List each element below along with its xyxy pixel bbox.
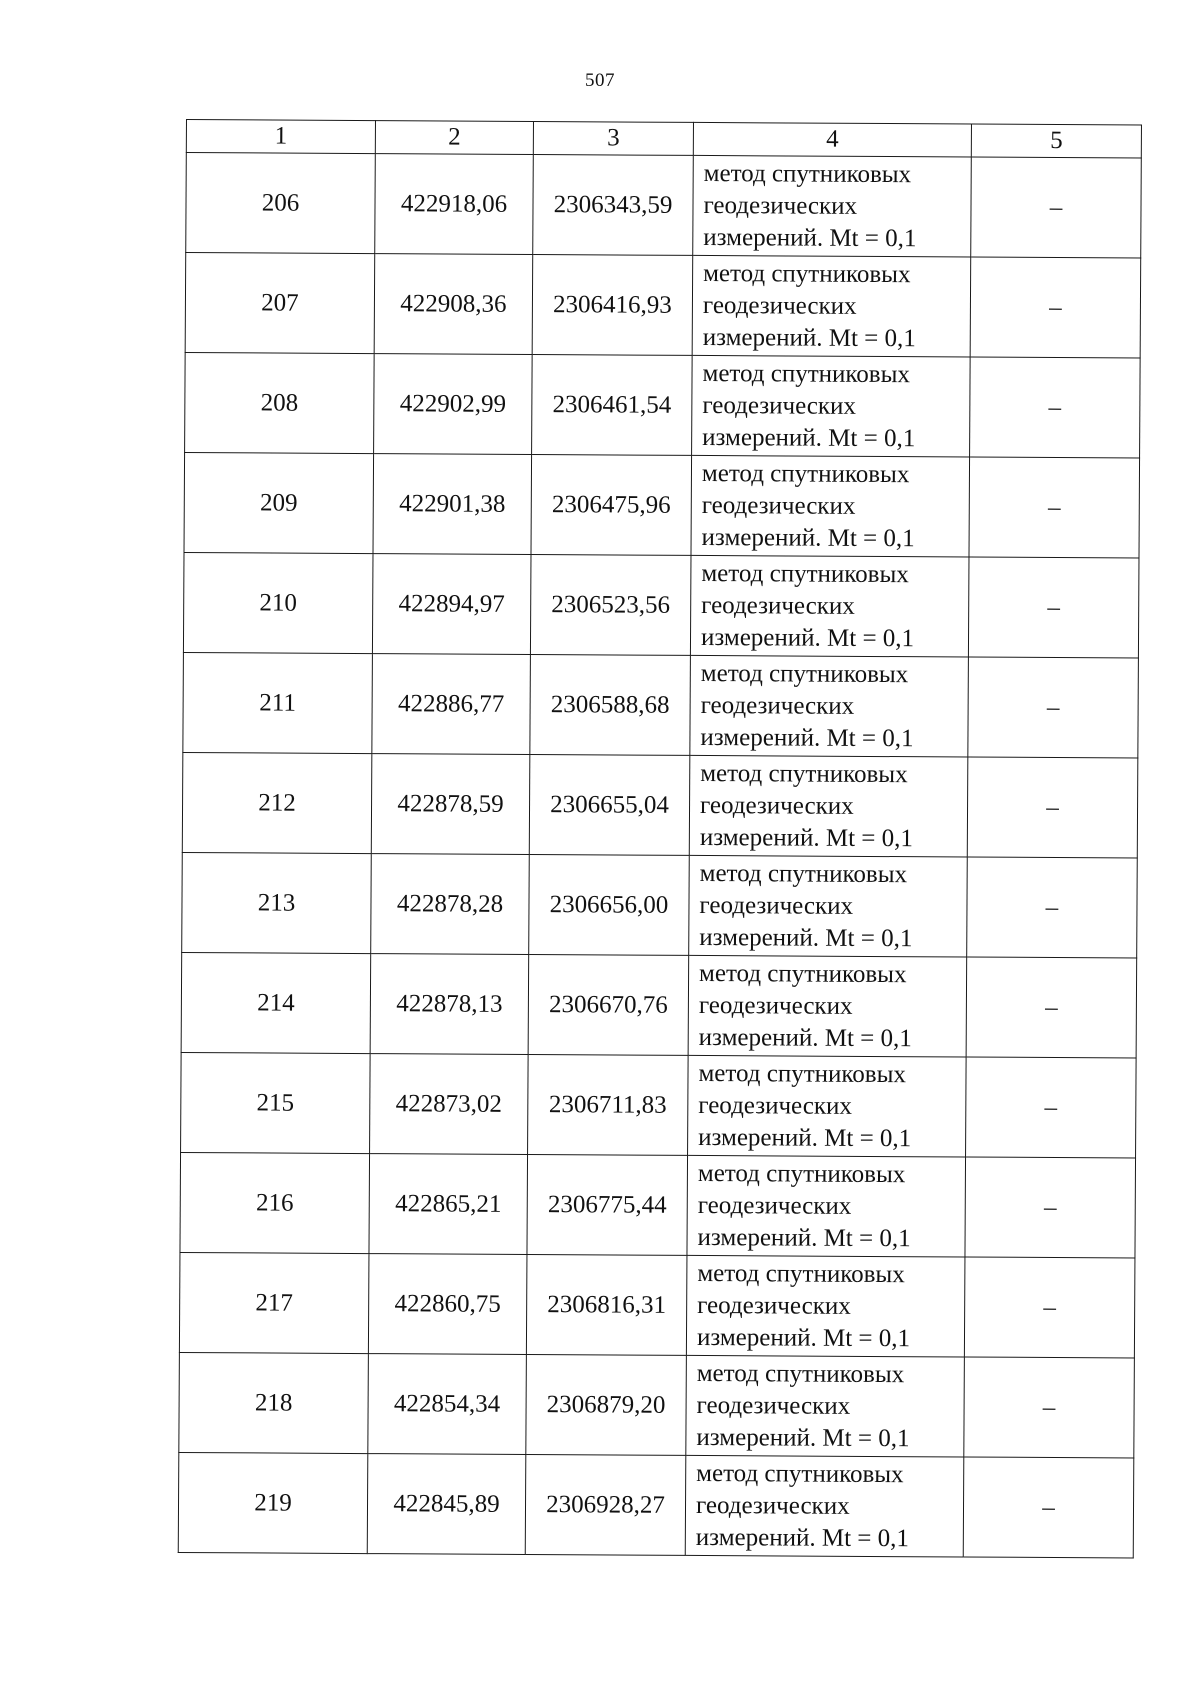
note-cell: – xyxy=(970,357,1141,458)
point-number-cell: 212 xyxy=(182,752,372,853)
header-col-5: 5 xyxy=(971,124,1141,158)
table-header xyxy=(186,120,1141,158)
method-line: измерений. Mt = 0,1 xyxy=(700,723,914,752)
method-line: метод спутниковых xyxy=(702,359,911,388)
header-col-3: 3 xyxy=(533,122,693,156)
method-line: метод спутниковых xyxy=(700,759,908,788)
coordinates-table xyxy=(178,119,1142,1558)
method-line: метод спутниковых xyxy=(696,1359,905,1388)
page-number: 507 xyxy=(585,70,615,91)
x-coordinate-cell: 422918,06 xyxy=(375,154,534,255)
header-col-2: 2 xyxy=(375,121,533,155)
note-cell: – xyxy=(970,257,1141,358)
method-line: геодезических xyxy=(699,891,854,920)
point-number-cell: 215 xyxy=(181,1052,371,1153)
x-coordinate-cell: 422894,97 xyxy=(372,554,531,655)
point-number-cell: 207 xyxy=(185,253,375,354)
method-line: метод спутниковых xyxy=(700,659,909,688)
table-body xyxy=(178,153,1141,1558)
note-cell: – xyxy=(964,1257,1135,1358)
table-row xyxy=(181,1052,1137,1157)
table-row xyxy=(182,752,1138,857)
method-cell xyxy=(689,855,968,957)
note-cell: – xyxy=(969,457,1140,558)
x-coordinate-cell: 422878,28 xyxy=(371,854,530,955)
method-line: измерений. Mt = 0,1 xyxy=(701,523,915,552)
y-coordinate-cell: 2306775,44 xyxy=(527,1154,688,1255)
method-line: геодезических xyxy=(703,191,858,220)
y-coordinate-cell: 2306461,54 xyxy=(532,354,693,455)
note-cell: – xyxy=(964,1357,1135,1458)
table-row xyxy=(179,1252,1135,1357)
method-line: геодезических xyxy=(701,591,855,620)
method-line: измерений. Mt = 0,1 xyxy=(703,223,917,252)
point-number-cell: 206 xyxy=(186,153,376,254)
table-row xyxy=(178,1452,1134,1557)
method-line: метод спутниковых xyxy=(703,259,911,288)
note-cell: – xyxy=(966,1057,1137,1158)
y-coordinate-cell: 2306656,00 xyxy=(529,854,690,955)
method-line: измерений. Mt = 0,1 xyxy=(698,1023,912,1052)
table-row xyxy=(184,452,1140,557)
table-row xyxy=(181,952,1137,1057)
method-line: геодезических xyxy=(695,1491,850,1520)
note-cell: – xyxy=(971,157,1142,258)
header-row xyxy=(186,120,1141,158)
point-number-cell: 214 xyxy=(181,952,371,1053)
note-cell: – xyxy=(968,557,1139,658)
x-coordinate-cell: 422886,77 xyxy=(372,654,531,755)
point-number-cell: 209 xyxy=(184,452,374,553)
table-row xyxy=(182,852,1138,957)
x-coordinate-cell: 422902,99 xyxy=(374,354,533,455)
x-coordinate-cell: 422865,21 xyxy=(369,1154,528,1255)
point-number-cell: 218 xyxy=(179,1352,369,1453)
header-col-1: 1 xyxy=(186,120,375,154)
table-row xyxy=(186,153,1142,258)
method-line: метод спутниковых xyxy=(698,1059,906,1088)
method-line: измерений. Mt = 0,1 xyxy=(696,1423,910,1452)
method-line: геодезических xyxy=(701,491,856,520)
method-line: метод спутниковых xyxy=(703,159,912,188)
x-coordinate-cell: 422860,75 xyxy=(368,1254,527,1355)
note-cell: – xyxy=(966,957,1137,1058)
point-number-cell: 208 xyxy=(185,352,375,453)
method-cell xyxy=(688,1055,967,1157)
method-line: измерений. Mt = 0,1 xyxy=(695,1523,909,1552)
y-coordinate-cell: 2306655,04 xyxy=(529,754,690,855)
method-cell xyxy=(693,155,972,257)
method-line: геодезических xyxy=(702,291,857,320)
x-coordinate-cell: 422901,38 xyxy=(373,454,532,555)
method-cell xyxy=(685,1455,964,1557)
y-coordinate-cell: 2306343,59 xyxy=(533,155,694,256)
method-line: геодезических xyxy=(698,991,853,1020)
method-cell xyxy=(692,355,971,457)
table-row xyxy=(185,352,1141,457)
y-coordinate-cell: 2306879,20 xyxy=(526,1354,687,1455)
method-line: геодезических xyxy=(702,391,857,420)
table-row xyxy=(183,652,1139,757)
point-number-cell: 210 xyxy=(183,552,373,653)
y-coordinate-cell: 2306816,31 xyxy=(526,1254,687,1355)
method-cell xyxy=(691,455,970,557)
table-row xyxy=(183,552,1139,657)
method-line: измерений. Mt = 0,1 xyxy=(698,1123,912,1152)
note-cell: – xyxy=(967,857,1138,958)
method-cell xyxy=(689,755,968,857)
method-line: измерений. Mt = 0,1 xyxy=(699,923,913,952)
method-cell xyxy=(688,955,967,1057)
y-coordinate-cell: 2306711,83 xyxy=(528,1054,689,1155)
note-cell: – xyxy=(963,1457,1134,1558)
method-line: геодезических xyxy=(697,1291,851,1320)
y-coordinate-cell: 2306588,68 xyxy=(530,654,691,755)
method-line: геодезических xyxy=(699,791,854,820)
method-line: метод спутниковых xyxy=(701,559,909,588)
y-coordinate-cell: 2306670,76 xyxy=(528,954,689,1055)
method-cell xyxy=(687,1155,966,1257)
header-col-4: 4 xyxy=(693,122,971,157)
point-number-cell: 216 xyxy=(180,1152,370,1253)
table-row xyxy=(179,1352,1135,1457)
point-number-cell: 219 xyxy=(178,1452,368,1553)
method-line: геодезических xyxy=(697,1191,852,1220)
method-line: измерений. Mt = 0,1 xyxy=(697,1223,911,1252)
x-coordinate-cell: 422878,59 xyxy=(371,754,530,855)
x-coordinate-cell: 422854,34 xyxy=(368,1354,527,1455)
method-line: геодезических xyxy=(700,691,855,720)
method-line: измерений. Mt = 0,1 xyxy=(702,323,916,352)
method-line: метод спутниковых xyxy=(699,959,907,988)
point-number-cell: 213 xyxy=(182,852,372,953)
method-line: измерений. Mt = 0,1 xyxy=(700,623,915,652)
method-line: метод спутниковых xyxy=(696,1459,904,1488)
method-line: измерений. Mt = 0,1 xyxy=(696,1323,911,1352)
point-number-cell: 217 xyxy=(179,1252,369,1353)
method-line: геодезических xyxy=(696,1391,851,1420)
method-line: метод спутниковых xyxy=(697,1259,905,1288)
y-coordinate-cell: 2306475,96 xyxy=(531,454,692,555)
x-coordinate-cell: 422845,89 xyxy=(367,1454,526,1555)
method-line: метод спутниковых xyxy=(699,859,908,888)
method-cell xyxy=(690,555,969,657)
note-cell: – xyxy=(967,757,1138,858)
method-cell xyxy=(690,655,969,757)
x-coordinate-cell: 422908,36 xyxy=(374,254,533,355)
point-number-cell: 211 xyxy=(183,652,373,753)
method-cell xyxy=(686,1355,965,1457)
note-cell: – xyxy=(965,1157,1136,1258)
method-line: геодезических xyxy=(698,1091,852,1120)
method-line: метод спутниковых xyxy=(701,459,910,488)
table-row xyxy=(185,253,1141,358)
x-coordinate-cell: 422873,02 xyxy=(370,1054,529,1155)
table-row xyxy=(180,1152,1136,1257)
method-line: измерений. Mt = 0,1 xyxy=(702,423,916,452)
method-line: метод спутниковых xyxy=(697,1159,906,1188)
method-line: измерений. Mt = 0,1 xyxy=(699,823,914,852)
x-coordinate-cell: 422878,13 xyxy=(370,954,529,1055)
note-cell: – xyxy=(968,657,1139,758)
y-coordinate-cell: 2306523,56 xyxy=(530,554,691,655)
method-cell xyxy=(686,1255,965,1357)
method-cell xyxy=(692,255,971,357)
y-coordinate-cell: 2306416,93 xyxy=(532,254,693,355)
y-coordinate-cell: 2306928,27 xyxy=(525,1454,686,1555)
